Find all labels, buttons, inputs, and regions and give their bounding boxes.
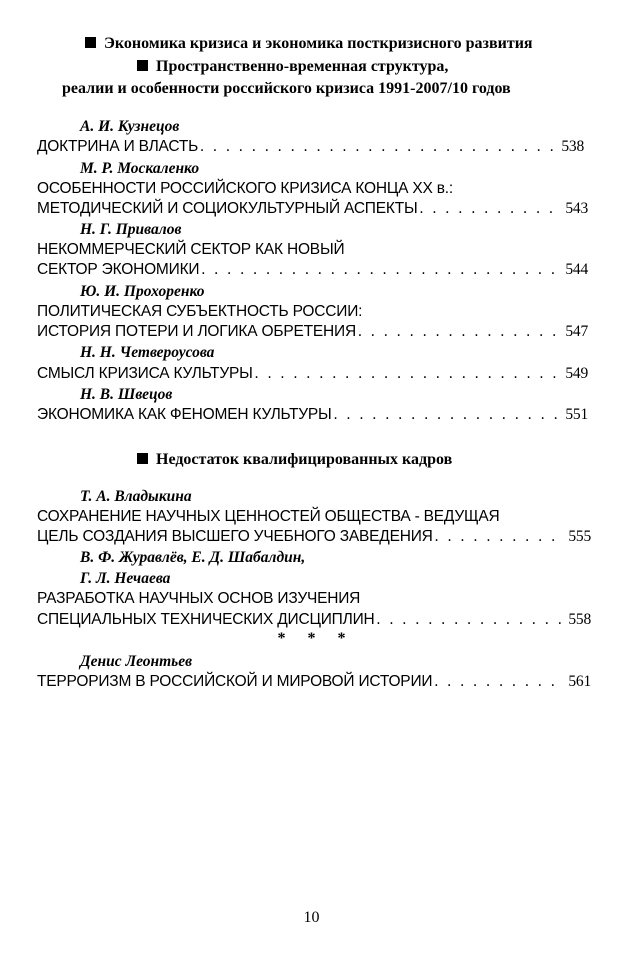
entry-page-number: 551	[565, 406, 588, 423]
section-heading-text: Недостаток квалифицированных кадров	[156, 451, 453, 468]
entry-author: Ю. И. Прохоренко	[80, 283, 205, 300]
square-bullet-icon	[137, 60, 148, 71]
entry-page-number: 555	[568, 528, 591, 545]
dot-leader	[435, 528, 565, 546]
toc-entry-line[interactable]	[37, 323, 588, 343]
section-heading-structure-line2: реалии и особенности российского кризиса 1991-2007/10 годов	[62, 80, 511, 97]
toc-entry-line[interactable]	[37, 406, 588, 426]
dot-leader	[200, 138, 557, 156]
dot-leader	[201, 261, 561, 279]
toc-entry-line[interactable]	[37, 200, 588, 220]
entry-page-number: 558	[568, 611, 591, 628]
entry-page-number: 549	[565, 365, 588, 382]
entry-title: ТЕРРОРИЗМ В РОССИЙСКОЙ И МИРОВОЙ ИСТОРИИ	[37, 673, 433, 690]
entry-page-number: 547	[565, 323, 588, 340]
toc-entry-line[interactable]	[37, 138, 584, 158]
entry-title: СПЕЦИАЛЬНЫХ ТЕХНИЧЕСКИХ ДИСЦИПЛИН	[37, 611, 375, 628]
entry-title: СМЫСЛ КРИЗИСА КУЛЬТУРЫ	[37, 365, 253, 382]
toc-entry-line[interactable]	[37, 365, 588, 385]
entry-title: ЭКОНОМИКА КАК ФЕНОМЕН КУЛЬТУРЫ	[37, 406, 332, 423]
toc-entry-line[interactable]	[37, 611, 591, 631]
dot-leader	[255, 365, 562, 383]
page-number: 10	[303, 909, 320, 926]
section-heading-structure	[137, 58, 448, 76]
entry-title: ПОЛИТИЧЕСКАЯ СУБЪЕКТНОСТЬ РОССИИ:	[37, 303, 363, 320]
toc-entry-line[interactable]	[37, 261, 588, 281]
entry-title: СЕКТОР ЭКОНОМИКИ	[37, 261, 200, 278]
section-heading-text: Экономика кризиса и экономика посткризисного развития	[104, 35, 533, 52]
square-bullet-icon	[85, 37, 96, 48]
entry-author: М. Р. Москаленко	[80, 160, 200, 177]
entry-title: ЦЕЛЬ СОЗДАНИЯ ВЫСШЕГО УЧЕБНОГО ЗАВЕДЕНИЯ	[37, 528, 433, 545]
toc-entry-line[interactable]	[37, 528, 591, 548]
entry-author: А. И. Кузнецов	[80, 118, 180, 135]
square-bullet-icon	[137, 453, 148, 464]
entry-title: СОХРАНЕНИЕ НАУЧНЫХ ЦЕННОСТЕЙ ОБЩЕСТВА - ВЕДУЩАЯ	[37, 508, 500, 525]
entry-author: Т. А. Владыкина	[80, 488, 192, 505]
entry-title: ИСТОРИЯ ПОТЕРИ И ЛОГИКА ОБРЕТЕНИЯ	[37, 323, 356, 340]
entry-author: Н. В. Швецов	[80, 386, 173, 403]
toc-entry-line[interactable]	[37, 673, 591, 693]
entry-page-number: 543	[565, 200, 588, 217]
entry-author: Г. Л. Нечаева	[80, 570, 171, 587]
section-heading-personnel	[137, 451, 452, 469]
dot-leader	[334, 406, 562, 424]
entry-author: Н. Г. Привалов	[80, 221, 182, 238]
entry-author: Денис Леонтьев	[80, 653, 193, 670]
asterism-separator: * * *	[277, 630, 346, 647]
entry-page-number: 544	[565, 261, 588, 278]
entry-author: В. Ф. Журавлёв, Е. Д. Шабалдин,	[80, 549, 306, 566]
dot-leader	[420, 200, 562, 218]
section-heading-text: Пространственно-временная структура,	[156, 58, 449, 75]
entry-author: Н. Н. Четвероусова	[80, 344, 215, 361]
entry-page-number: 561	[568, 673, 591, 690]
entry-title: РАЗРАБОТКА НАУЧНЫХ ОСНОВ ИЗУЧЕНИЯ	[37, 590, 361, 607]
entry-page-number: 538	[561, 138, 584, 155]
entry-title: ДОКТРИНА И ВЛАСТЬ	[37, 138, 199, 155]
section-heading-economy	[85, 35, 533, 53]
entry-title: ОСОБЕННОСТИ РОССИЙСКОГО КРИЗИСА КОНЦА XX в.:	[37, 180, 453, 197]
dot-leader	[377, 611, 565, 629]
dot-leader	[358, 323, 561, 341]
entry-title: МЕТОДИЧЕСКИЙ И СОЦИОКУЛЬТУРНЫЙ АСПЕКТЫ	[37, 200, 418, 217]
dot-leader	[434, 673, 564, 691]
entry-title: НЕКОММЕРЧЕСКИЙ СЕКТОР КАК НОВЫЙ	[37, 241, 345, 258]
